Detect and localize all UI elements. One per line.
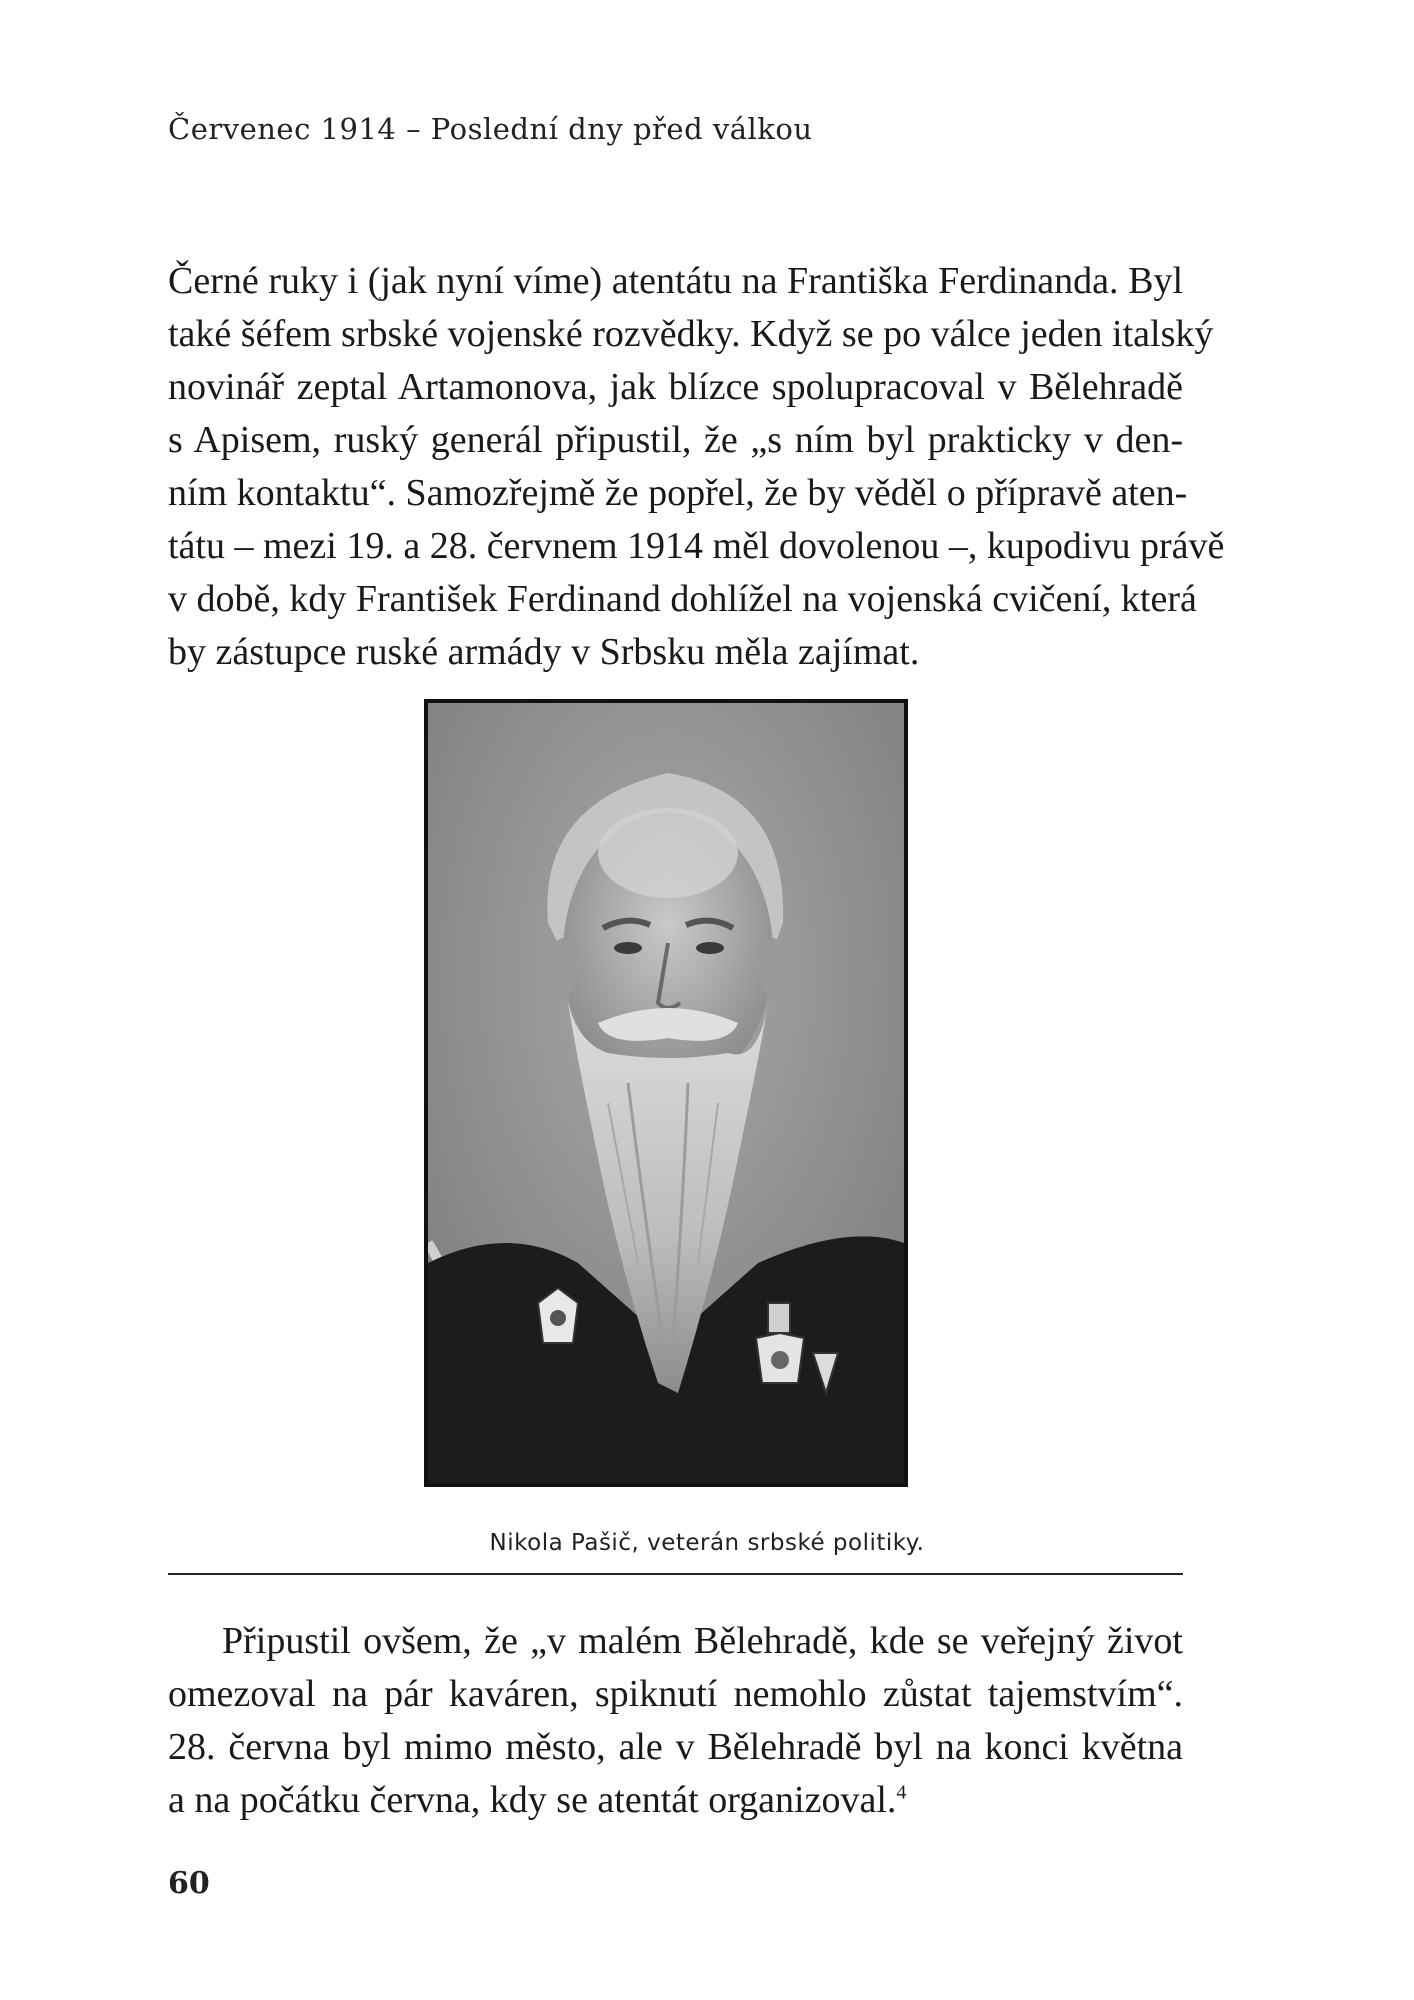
text-line-with-footnote: [168, 1774, 1183, 1827]
figure-caption: Nikola Pašič, veterán srbské politiky.: [489, 1530, 925, 1556]
text-line: novinář zeptal Artamonova, jak blízce spolupracoval v Bělehradě: [168, 366, 1183, 408]
portrait-photo: [424, 699, 908, 1487]
paragraph-2: [168, 1615, 1183, 1827]
text-line: v době, kdy František Ferdinand dohlížel na vojenská cvičení, která: [168, 578, 1197, 620]
page-number: 60: [168, 1866, 210, 1901]
running-title: Červenec 1914 – Poslední dny před válkou: [168, 112, 813, 146]
text-line: omezoval na pár kaváren, spiknutí nemohlo zůstat tajemstvím“.: [168, 1673, 1183, 1715]
text-line: 28. června byl mimo město, ale v Bělehradě byl na konci května: [168, 1726, 1183, 1768]
text-line: Černé ruky i (jak nyní víme) atentátu na Františka Ferdinanda. Byl: [168, 260, 1183, 302]
text-line: by zástupce ruské armády v Srbsku měla zajímat.: [168, 631, 920, 673]
portrait-illustration: [428, 703, 904, 1483]
caption-divider: [168, 1573, 1183, 1575]
text-line: a na počátku června, kdy se atentát organizoval.: [168, 1779, 897, 1821]
text-line: ním kontaktu“. Samozřejmě že popřel, že by věděl o přípravě aten-: [168, 472, 1188, 514]
footnote-reference[interactable]: 4: [896, 1781, 907, 1804]
text-line: s Apisem, ruský generál připustil, že „s ním byl prakticky v den-: [168, 419, 1183, 461]
text-line: Připustil ovšem, že „v malém Bělehradě, kde se veřejný život: [222, 1620, 1183, 1662]
text-line: také šéfem srbské vojenské rozvědky. Když se po válce jeden italský: [168, 313, 1214, 355]
paragraph-1: [168, 255, 1225, 679]
text-line: tátu – mezi 19. a 28. červnem 1914 měl dovolenou –, kupodivu právě: [168, 525, 1225, 567]
